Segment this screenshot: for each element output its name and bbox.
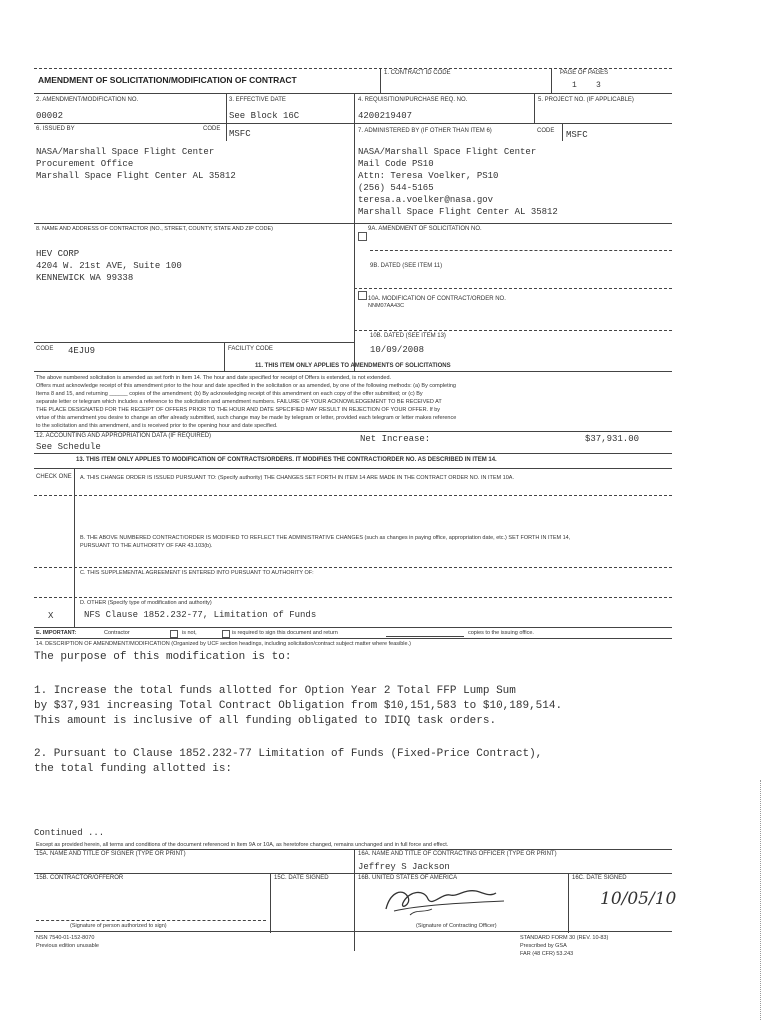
b3-value: See Block 16C <box>229 111 300 121</box>
b7-line-1: NASA/Marshall Space Flight Center <box>358 147 537 157</box>
page-of-pages-label: PAGE OF PAGES <box>560 70 609 76</box>
b16b-sub: (Signature of Contracting Officer) <box>416 923 497 929</box>
item13-d: D. OTHER (Specify type of modification and authority) <box>80 600 212 606</box>
div-v1 <box>380 68 381 93</box>
b6-code: MSFC <box>229 129 251 139</box>
b2-value: 00002 <box>36 111 64 121</box>
b7-line-3: Attn: Teresa Voelker, PS10 <box>358 171 499 181</box>
b15b-sub: (Signature of person authorized to sign) <box>70 923 167 929</box>
item-e-is-box[interactable] <box>222 630 230 638</box>
item-e-label: E. IMPORTANT: <box>36 630 77 636</box>
item11-line-7: to the solicitation and this amendment, and is received prior to the opening hour and date specified. <box>36 423 278 429</box>
contract-id-code-label: 1. CONTRACT ID CODE <box>384 70 451 76</box>
far-ref: FAR (48 CFR) 53.243 <box>520 951 574 957</box>
item14-line-7: 2. Pursuant to Clause 1852.232-77 Limitation of Funds (Fixed-Price Contract), <box>34 748 543 760</box>
facility-code-label: FACILITY CODE <box>228 346 273 352</box>
rule-item12 <box>34 431 672 432</box>
net-increase-value: $37,931.00 <box>585 434 640 444</box>
b7-line-5: teresa.a.voelker@nasa.gov <box>358 195 494 205</box>
item12-label: 12. ACCOUNTING AND APPROPRIATION DATA (IF REQUIRED) <box>36 433 212 439</box>
div-facility <box>224 342 225 371</box>
rule-item11 <box>34 371 672 372</box>
rule-13c <box>34 597 672 598</box>
item13-a-checkbox[interactable] <box>46 479 56 487</box>
div-check-col <box>74 468 75 628</box>
rule-342 <box>34 342 354 343</box>
b6-line-3: Marshall Space Flight Center AL 35812 <box>36 171 236 181</box>
rule-13b <box>34 567 672 568</box>
b10b-value: 10/09/2008 <box>370 345 425 355</box>
item14-line-4: by $37,931 increasing Total Contract Obligation from $10,151,583 to $10,189,514. <box>34 700 563 712</box>
b8-label: 8. NAME AND ADDRESS OF CONTRACTOR (NO., STREET, COUNTY, STATE AND ZIP CODE) <box>36 226 273 232</box>
b6-code-label: CODE <box>203 126 221 132</box>
b10a-checkbox[interactable] <box>358 291 367 300</box>
rule-849 <box>34 849 672 850</box>
contractor-code-label: CODE <box>36 346 54 352</box>
b15c-label: 15C. DATE SIGNED <box>274 875 329 881</box>
rule-itemE <box>34 627 672 628</box>
item-e-contractor: Contractor <box>104 630 130 636</box>
top-rule <box>34 68 672 69</box>
item11-line-4: separate letter or telegram which includes a reference to the solicitation and amendment numbers. FAILURE OF YOUR ACKNOWLEDGEMENT TO BE RECEIVED AT <box>36 399 442 405</box>
pages-value: 3 <box>596 81 601 90</box>
rule-b9b <box>370 250 672 251</box>
nsn: NSN 7540-01-152-8070 <box>36 935 95 941</box>
div-b3 <box>226 93 227 123</box>
b4-value: 4200219407 <box>358 111 413 121</box>
b8-line-3: KENNEWICK WA 99338 <box>36 273 134 283</box>
page-value: 1 <box>572 81 577 90</box>
b9a-label: 9A. AMENDMENT OF SOLICITATION NO. <box>368 226 482 232</box>
item-e-is-not-box[interactable] <box>170 630 178 638</box>
b16c-value: 10/05/10 <box>600 889 677 909</box>
item13-b-checkbox[interactable] <box>46 540 56 548</box>
b7-line-2: Mail Code PS10 <box>358 159 434 169</box>
item-e-text: is required to sign this document and return <box>232 630 338 636</box>
rule-item14 <box>34 638 672 639</box>
net-increase-label: Net Increase: <box>360 434 431 444</box>
item12-value: See Schedule <box>36 442 101 452</box>
previous-edition: Previous edition unusable <box>36 943 99 949</box>
b7-label: 7. ADMINISTERED BY (IF OTHER THAN ITEM 6) <box>358 128 492 134</box>
item14-label: 14. DESCRIPTION OF AMENDMENT/MODIFICATION (Organized by UCF section headings, including solicitation/contract subject matter where feasible.) <box>36 641 411 647</box>
div-15c <box>270 873 271 933</box>
item14-line-3: 1. Increase the total funds allotted for Option Year 2 Total FFP Lump Sum <box>34 685 516 697</box>
b10a-value: NNM07AA43C <box>368 303 405 309</box>
b7-code: MSFC <box>566 130 588 140</box>
b10a-label: 10A. MODIFICATION OF CONTRACT/ORDER NO. <box>368 296 506 302</box>
item-e-is-not: is not, <box>182 630 197 636</box>
continued-text: Continued ... <box>34 828 105 838</box>
item13-a: A. THIS CHANGE ORDER IS ISSUED PURSUANT TO: (Specify authority) THE CHANGES SET FORTH IN ITEM 14 ARE MADE IN THE CONTRACT ORDER NO. IN ITEM 10A. <box>80 475 514 481</box>
item11-heading: 11. THIS ITEM ONLY APPLIES TO AMENDMENTS OF SOLICITATIONS <box>255 363 451 369</box>
rule-item13b <box>34 468 672 469</box>
b10b-label: 10B. DATED (SEE ITEM 13) <box>370 333 446 339</box>
b16b-label: 16B. UNITED STATES OF AMERICA <box>358 875 458 881</box>
b6-line-2: Procurement Office <box>36 159 134 169</box>
div-b5 <box>534 93 535 123</box>
b4-label: 4. REQUISITION/PURCHASE REQ. NO. <box>358 97 468 103</box>
check-one-label: CHECK ONE <box>36 474 72 480</box>
b3-label: 3. EFFECTIVE DATE <box>229 97 286 103</box>
standard-form: STANDARD FORM 30 (REV. 10-83) <box>520 935 609 941</box>
rule-item13 <box>34 453 672 454</box>
item11-line-6: virtue of this amendment you desire to change an offer already submitted, such change may be made by telegram or letter, provided each telegram or letter makes reference <box>36 415 457 421</box>
rule-873 <box>34 873 672 874</box>
item11-line-1: The above numbered solicitation is amended as set forth in Item 14. The hour and date specified for receipt of Offers is extended, is not extended. <box>36 375 392 381</box>
div-b6-code <box>226 123 227 141</box>
rule-93 <box>34 93 672 94</box>
item11-line-3: Items 8 and 15, and returning ______ copies of the amendment; (b) By acknowledging receipt of this amendment on each copy of the offer submitted; or (c) By <box>36 391 423 397</box>
b16a-label: 16A. NAME AND TITLE OF CONTRACTING OFFICER (TYPE OR PRINT) <box>358 851 557 857</box>
except-text: Except as provided herein, all terms and conditions of the document referenced in Item 9A or 10A, as heretofore changed, remains unchanged and in full force and effect. <box>36 842 449 848</box>
b8-line-1: HEV CORP <box>36 249 80 259</box>
b7-line-6: Marshall Space Flight Center AL 35812 <box>358 207 558 217</box>
b8-line-2: 4204 W. 21st AVE, Suite 100 <box>36 261 182 271</box>
item11-line-5: THE PLACE DESIGNATED FOR THE RECEIPT OF OFFERS PRIOR TO THE HOUR AND DATE SPECIFIED MAY RESULT IN REJECTION OF YOUR OFFER. If by <box>36 407 441 413</box>
b7-code-label: CODE <box>537 128 555 134</box>
rule-223 <box>34 223 672 224</box>
contracting-officer-signature <box>380 879 520 919</box>
b7-line-4: (256) 544-5165 <box>358 183 434 193</box>
item14-line-1: The purpose of this modification is to: <box>34 651 292 663</box>
item13-c-checkbox[interactable] <box>46 572 56 580</box>
b15a-label: 15A. NAME AND TITLE OF SIGNER (TYPE OR PRINT) <box>36 851 186 857</box>
b9a-checkbox[interactable] <box>358 232 367 241</box>
item14-line-5: This amount is inclusive of all funding obligated to IDIQ task orders. <box>34 715 497 727</box>
right-edge-dots <box>760 780 761 1020</box>
b15b-label: 15B. CONTRACTOR/OFFEROR <box>36 875 124 881</box>
item13-c: C. THIS SUPPLEMENTAL AGREEMENT IS ENTERED INTO PURSUANT TO AUTHORITY OF: <box>80 570 314 576</box>
b16c-label: 16C. DATE SIGNED <box>572 875 627 881</box>
rule-931 <box>34 931 672 932</box>
item13-b: B. THE ABOVE NUMBERED CONTRACT/ORDER IS MODIFIED TO REFLECT THE ADMINISTRATIVE CHANGES (such as changes in paying office, appropriation date, etc.) SET FORTH IN ITEM 14, PURSUANT TO THE AUTHORITY OF FAR 43.103(b). <box>80 535 571 549</box>
b6-label: 6. ISSUED BY <box>36 126 75 132</box>
item-e-copies-line <box>386 636 464 637</box>
item14-line-8: the total funding allotted is: <box>34 763 233 775</box>
item-e-copies: copies to the issuing office. <box>468 630 534 636</box>
b16a-value: Jeffrey S Jackson <box>358 862 450 872</box>
div-15a-16a <box>354 849 355 951</box>
item13-d-value: NFS Clause 1852.232-77, Limitation of Funds <box>84 610 317 620</box>
item13-heading: 13. THIS ITEM ONLY APPLIES TO MODIFICATION OF CONTRACTS/ORDERS. IT MODIFIES THE CONTRACT/ORDER NO. AS DESCRIBED IN ITEM 14. <box>76 457 497 463</box>
b5-label: 5. PROJECT NO. (IF APPLICABLE) <box>538 97 634 103</box>
contractor-code: 4EJU9 <box>68 346 96 356</box>
rule-13a <box>34 495 672 496</box>
form-title: AMENDMENT OF SOLICITATION/MODIFICATION OF CONTRACT <box>38 75 297 85</box>
b2-label: 2. AMENDMENT/MODIFICATION NO. <box>36 97 139 103</box>
b9b-label: 9B. DATED (SEE ITEM 11) <box>370 263 443 269</box>
prescribed-by: Prescribed by GSA <box>520 943 567 949</box>
item13-d-check[interactable]: X <box>48 611 54 621</box>
item11-line-2: Offers must acknowledge receipt of this amendment prior to the hour and date specified in the solicitation or as amended, by one of the following methods: (a) By completing <box>36 383 456 389</box>
rule-15b-sig <box>36 920 266 921</box>
rule-123 <box>34 123 672 124</box>
rule-b10b <box>354 330 672 331</box>
div-16c <box>568 873 569 933</box>
div-v2 <box>551 68 552 93</box>
rule-b10a <box>354 288 672 289</box>
b6-line-1: NASA/Marshall Space Flight Center <box>36 147 215 157</box>
div-b7-code <box>562 123 563 141</box>
